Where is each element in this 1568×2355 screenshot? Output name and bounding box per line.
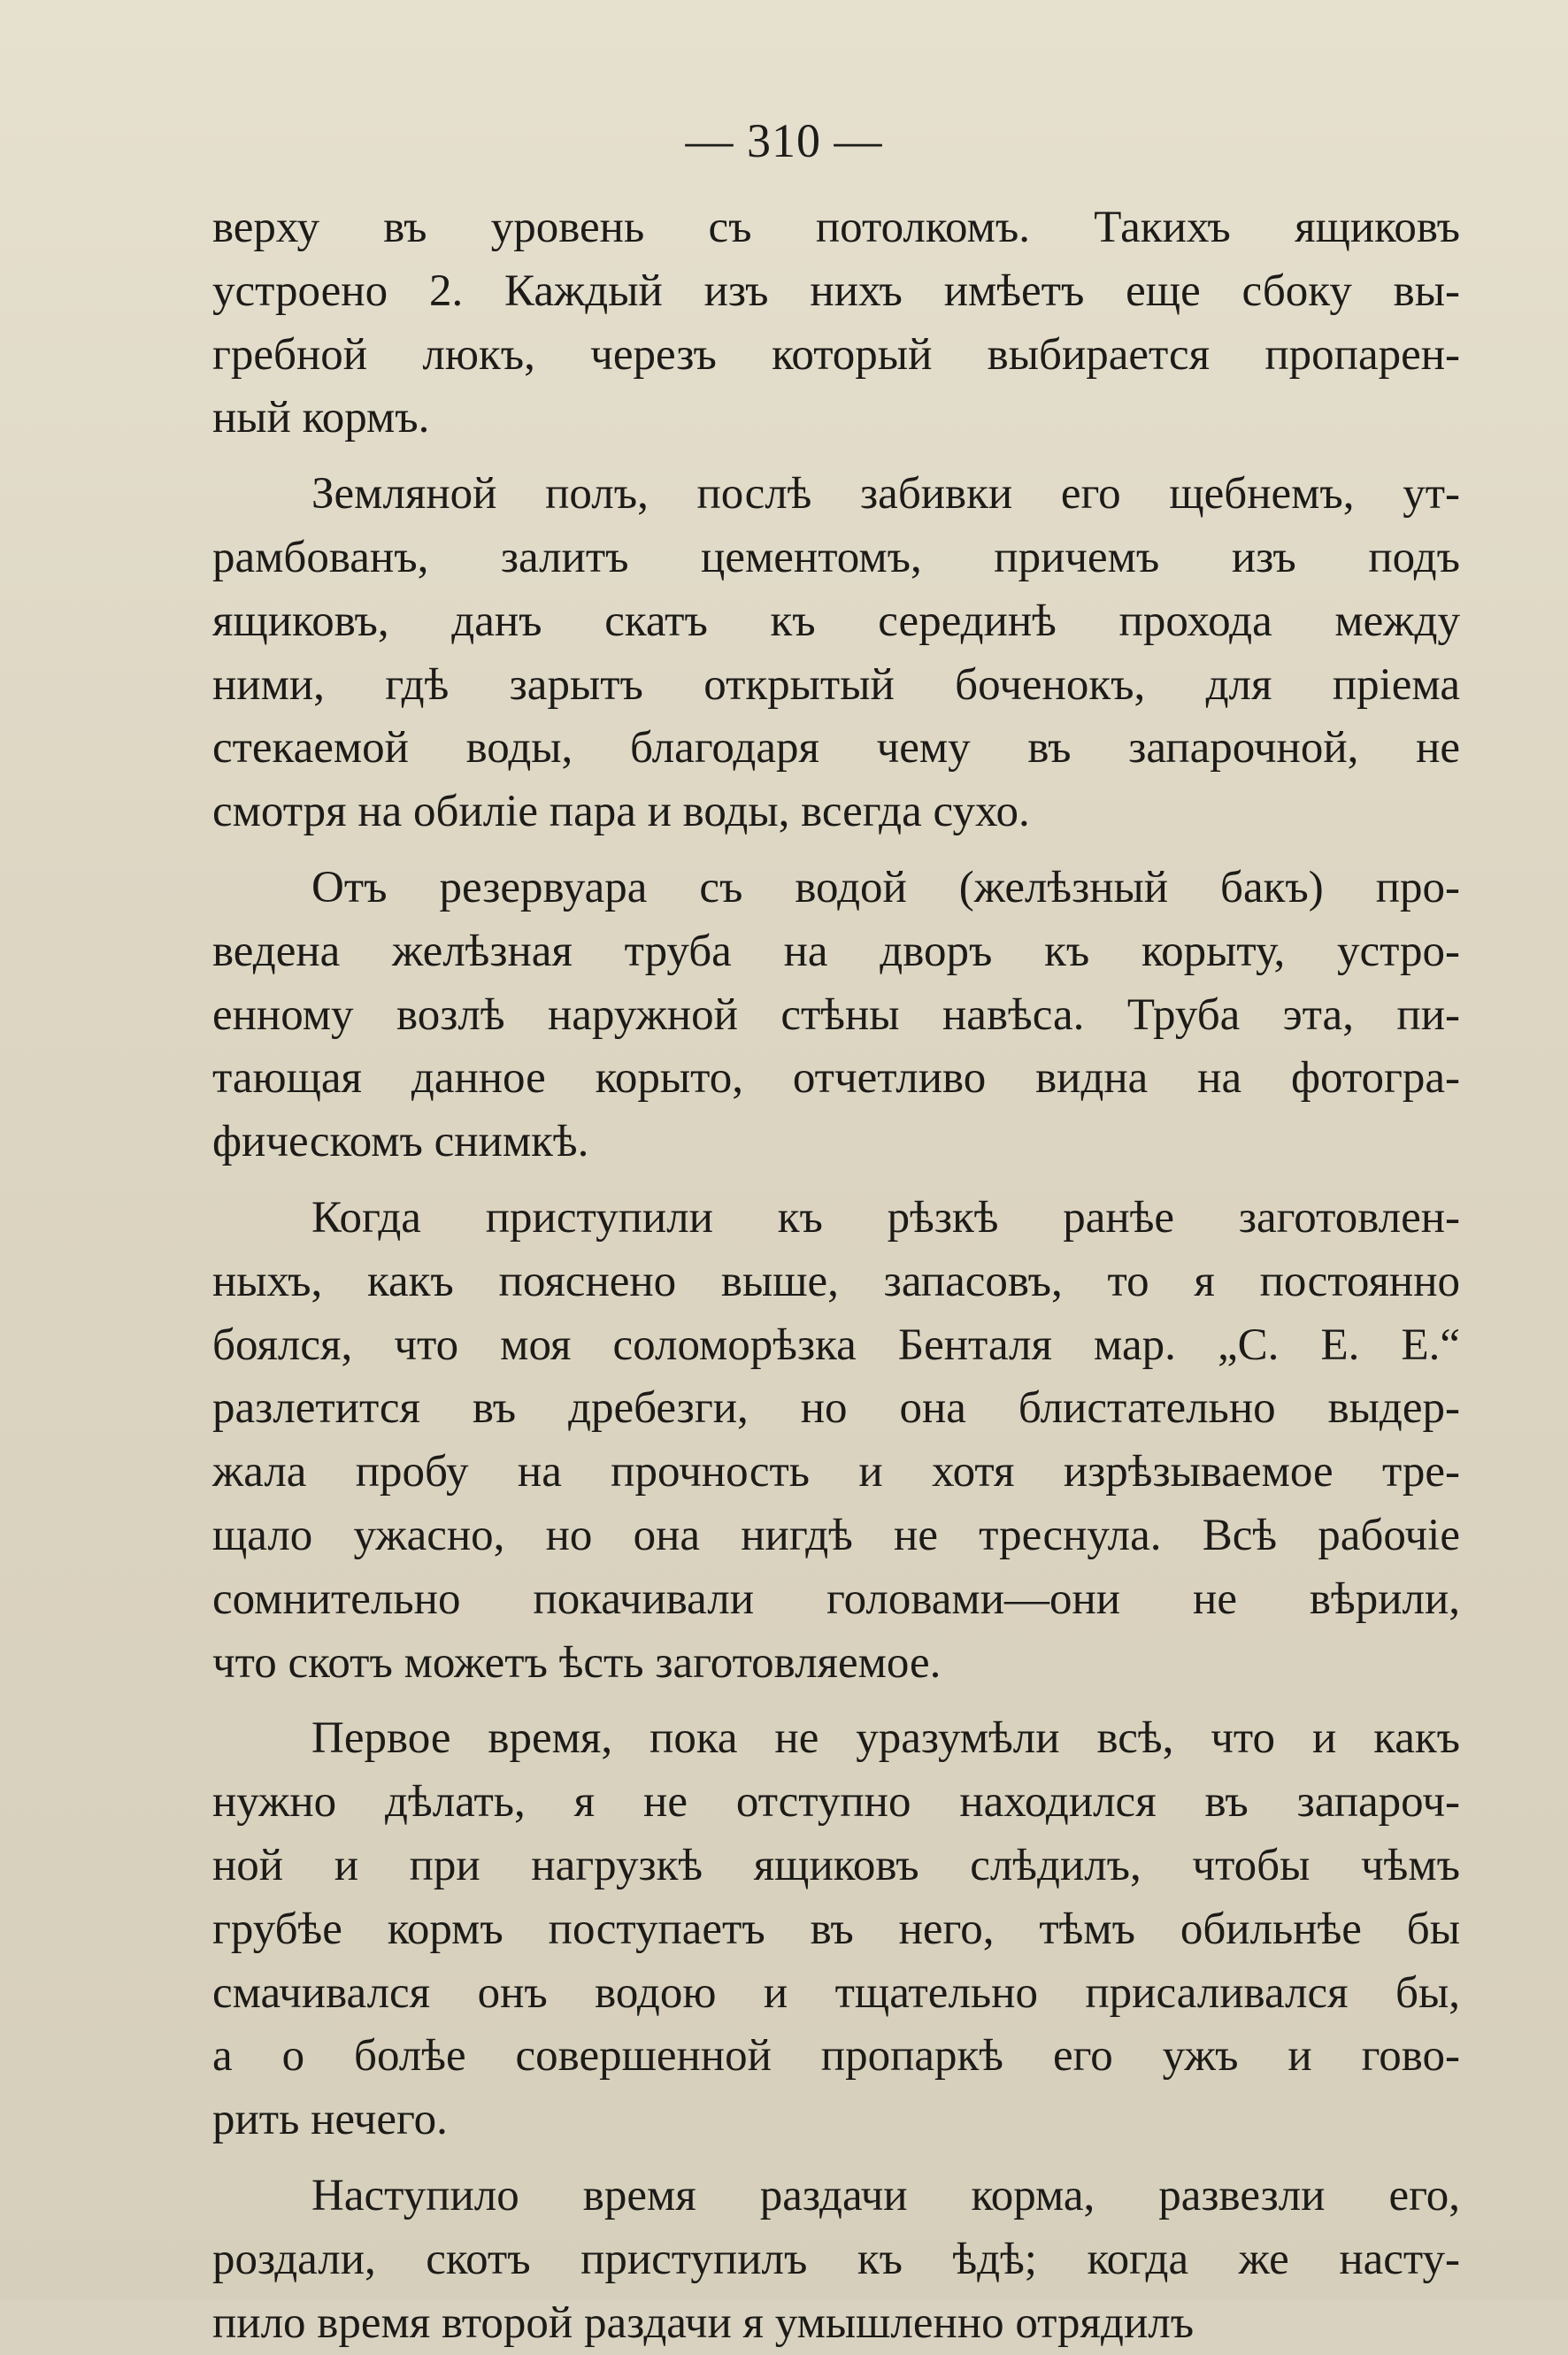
- text-line: пило время второй раздачи я умышленно отрядилъ: [212, 2292, 1460, 2355]
- text-line: сомнительно покачивали головами—они не вѣрили,: [212, 1568, 1460, 1632]
- text-line: рамбованъ, залитъ цементомъ, причемъ изъ подъ: [212, 527, 1460, 590]
- text-line: ный кормъ.: [212, 387, 1460, 450]
- paragraph: [212, 1187, 1460, 1695]
- text-line: ной и при нагрузкѣ ящиковъ слѣдилъ, чтобы чѣмъ: [212, 1835, 1460, 1898]
- text-line: Отъ резервуара съ водой (желѣзный бакъ) про-: [212, 857, 1460, 920]
- text-line: верху въ уровень съ потолкомъ. Такихъ ящиковъ: [212, 196, 1460, 260]
- text-line: тающая данное корыто, отчетливо видна на фотогра-: [212, 1047, 1460, 1111]
- paragraph: [212, 857, 1460, 1174]
- text-line: Когда приступили къ рѣзкѣ ранѣе заготовлен-: [212, 1187, 1460, 1251]
- paragraph: [212, 463, 1460, 844]
- text-line: стекаемой воды, благодаря чему въ запарочной, не: [212, 717, 1460, 781]
- paragraph: [212, 1707, 1460, 2152]
- text-line: грубѣе кормъ поступаетъ въ него, тѣмъ обильнѣе бы: [212, 1898, 1460, 1962]
- text-line: разлетится въ дребезги, но она блистательно выдер-: [212, 1377, 1460, 1441]
- text-line: смачивался онъ водою и тщательно присаливался бы,: [212, 1962, 1460, 2026]
- text-line: фическомъ снимкѣ.: [212, 1111, 1460, 1174]
- text-line: Земляной полъ, послѣ забивки его щебнемъ, ут-: [212, 463, 1460, 527]
- text-line: устроено 2. Каждый изъ нихъ имѣетъ еще сбоку вы-: [212, 260, 1460, 324]
- text-line: боялся, что моя соломорѣзка Бенталя мар. „С. Е. Е.“: [212, 1314, 1460, 1378]
- text-line: ныхъ, какъ пояснено выше, запасовъ, то я постоянно: [212, 1251, 1460, 1314]
- text-line: жала пробу на прочность и хотя изрѣзываемое тре-: [212, 1441, 1460, 1505]
- text-line: а о болѣе совершенной пропаркѣ его ужъ и гово-: [212, 2025, 1460, 2089]
- text-line: ведена желѣзная труба на дворъ къ корыту, устро-: [212, 920, 1460, 984]
- body-text: [212, 196, 1460, 2355]
- text-line: Первое время, пока не уразумѣли всѣ, что и какъ: [212, 1707, 1460, 1771]
- text-line: нужно дѣлать, я не отступно находился въ запароч-: [212, 1771, 1460, 1835]
- text-line: ящиковъ, данъ скатъ къ серединѣ прохода между: [212, 590, 1460, 654]
- text-line: Наступило время раздачи корма, развезли его,: [212, 2165, 1460, 2228]
- page-number: — 310 —: [0, 113, 1568, 168]
- text-line: щало ужасно, но она нигдѣ не треснула. Всѣ рабочіе: [212, 1505, 1460, 1568]
- text-line: роздали, скотъ приступилъ къ ѣдѣ; когда же насту-: [212, 2228, 1460, 2292]
- paragraph: [212, 196, 1460, 450]
- text-line: енному возлѣ наружной стѣны навѣса. Труба эта, пи-: [212, 984, 1460, 1048]
- text-line: ними, гдѣ зарытъ открытый боченокъ, для пріема: [212, 654, 1460, 718]
- text-line: что скотъ можетъ ѣсть заготовляемое.: [212, 1632, 1460, 1696]
- paragraph: [212, 2165, 1460, 2355]
- text-line: рить нечего.: [212, 2089, 1460, 2152]
- text-line: смотря на обиліе пара и воды, всегда сухо.: [212, 781, 1460, 844]
- text-line: гребной люкъ, черезъ который выбирается пропарен-: [212, 324, 1460, 388]
